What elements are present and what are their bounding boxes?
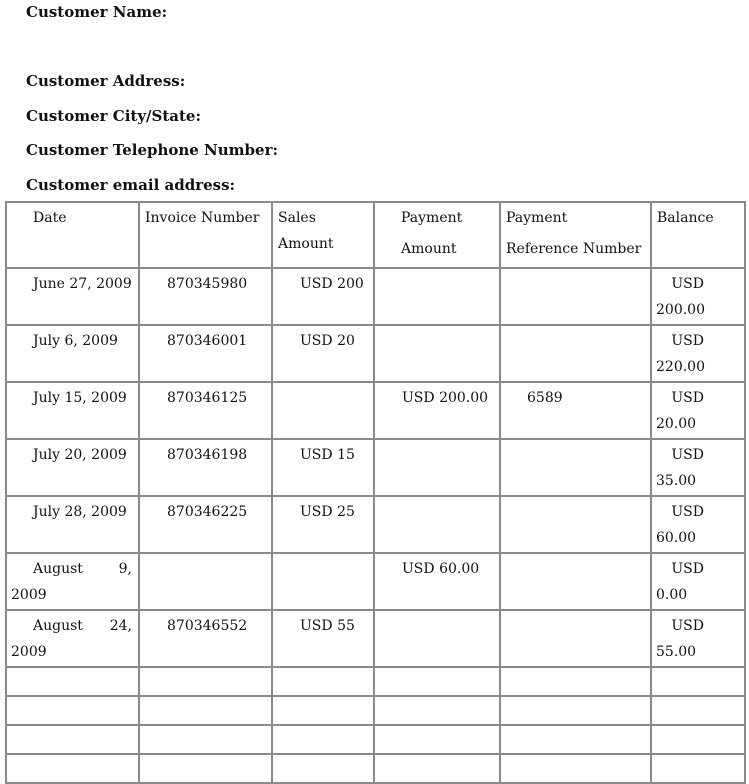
cell-reference: 6589 [500,382,651,439]
cell-balance [651,382,745,439]
cell-payment: USD 60.00 [374,553,500,610]
blank-cell [374,725,500,754]
date-year: 2009 [11,644,47,660]
cell-sales: USD 25 [272,496,374,553]
table-row [6,382,745,439]
table-row [6,553,745,610]
cell-balance [651,610,745,667]
balance-amount: 20.00 [656,416,697,432]
cell-invoice: 870346125 [139,382,272,439]
cell-invoice: 870346552 [139,610,272,667]
blank-cell [272,667,374,696]
date-year: 2009 [11,587,47,603]
balance-currency: USD [671,447,704,463]
cell-payment [374,325,500,382]
customer-email-label: Customer email address: [26,176,236,194]
blank-cell [139,754,272,783]
cell-reference [500,268,651,325]
balance-amount: 200.00 [656,302,705,318]
blank-cell [272,754,374,783]
header-payment-amount [374,202,500,268]
header-payment-line2: Amount [401,241,457,257]
balance-currency: USD [671,504,704,520]
blank-cell [374,667,500,696]
balance-currency: USD [671,333,704,349]
cell-payment [374,496,500,553]
blank-cell [6,725,139,754]
blank-cell [651,667,745,696]
blank-cell [374,754,500,783]
cell-balance [651,268,745,325]
cell-date: July 15, 2009 [6,382,139,439]
blank-cell [500,667,651,696]
cell-date: June 27, 2009 [6,268,139,325]
cell-sales: USD 200 [272,268,374,325]
blank-cell [500,725,651,754]
cell-sales [272,382,374,439]
cell-date [6,553,139,610]
blank-cell [139,667,272,696]
blank-cell [651,754,745,783]
customer-address-label: Customer Address: [26,72,186,90]
cell-sales: USD 55 [272,610,374,667]
cell-reference [500,325,651,382]
table-row [6,325,745,382]
blank-row [6,725,745,754]
customer-name-label: Customer Name: [26,3,168,21]
blank-cell [272,725,374,754]
cell-balance [651,553,745,610]
date-month: August [33,561,83,577]
balance-amount: 0.00 [656,587,688,603]
balance-amount: 220.00 [656,359,705,375]
cell-invoice [139,553,272,610]
blank-cell [139,696,272,725]
balance-currency: USD [671,561,704,577]
balance-currency: USD [671,276,704,292]
cell-payment [374,610,500,667]
cell-reference [500,496,651,553]
balance-currency: USD [671,390,704,406]
blank-cell [6,696,139,725]
blank-cell [651,696,745,725]
header-sales-line1: Sales [278,210,316,226]
blank-cell [500,754,651,783]
cell-date: July 28, 2009 [6,496,139,553]
balance-currency: USD [671,618,704,634]
cell-invoice: 870346198 [139,439,272,496]
blank-cell [374,696,500,725]
cell-date: July 6, 2009 [6,325,139,382]
cell-reference [500,610,651,667]
blank-cell [6,667,139,696]
cell-reference [500,553,651,610]
header-date: Date [6,202,139,268]
cell-balance [651,325,745,382]
date-line1 [11,556,132,582]
table-row [6,496,745,553]
blank-row [6,754,745,783]
blank-cell [272,696,374,725]
table-row [6,439,745,496]
cell-sales: USD 15 [272,439,374,496]
header-balance: Balance [651,202,745,268]
date-line1 [11,613,132,639]
cell-invoice: 870346225 [139,496,272,553]
balance-amount: 60.00 [656,530,697,546]
header-payment-line1: Payment [401,210,463,226]
cell-sales [272,553,374,610]
date-day: 9, [118,561,132,577]
account-ledger-table [5,201,746,784]
header-sales-line2: Amount [278,236,334,252]
date-month: August [33,618,83,634]
table-row [6,268,745,325]
header-ref-line1: Payment [506,210,568,226]
table-row [6,610,745,667]
cell-reference [500,439,651,496]
balance-amount: 55.00 [656,644,697,660]
header-invoice-number: Invoice Number [139,202,272,268]
balance-amount: 35.00 [656,473,697,489]
cell-balance [651,496,745,553]
header-payment-reference [500,202,651,268]
customer-city-state-label: Customer City/State: [26,107,202,125]
cell-balance [651,439,745,496]
table-header-row [6,202,745,268]
customer-telephone-label: Customer Telephone Number: [26,141,279,159]
blank-cell [651,725,745,754]
cell-invoice: 870345980 [139,268,272,325]
blank-cell [6,754,139,783]
blank-cell [139,725,272,754]
cell-payment [374,439,500,496]
cell-payment: USD 200.00 [374,382,500,439]
cell-payment [374,268,500,325]
blank-row [6,696,745,725]
cell-sales: USD 20 [272,325,374,382]
cell-date: July 20, 2009 [6,439,139,496]
blank-cell [500,696,651,725]
cell-invoice: 870346001 [139,325,272,382]
blank-row [6,667,745,696]
header-sales-amount [272,202,374,268]
date-day: 24, [109,618,132,634]
cell-date [6,610,139,667]
header-ref-line2: Reference Number [506,241,642,257]
